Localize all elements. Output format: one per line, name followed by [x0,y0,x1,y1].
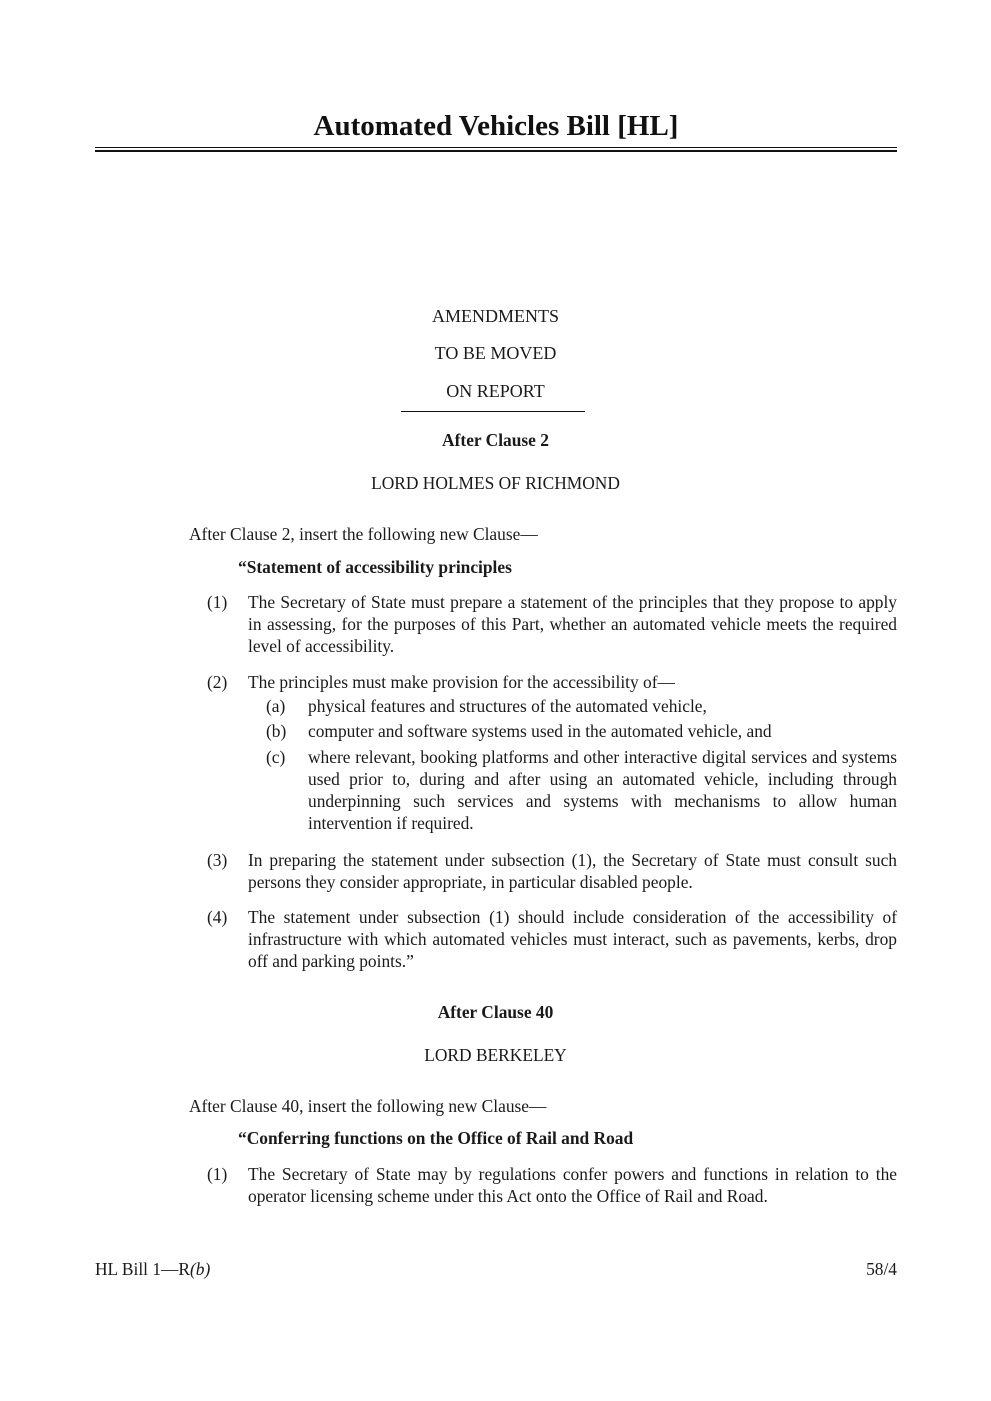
subsection-text: The statement under subsection (1) should include consideration of the accessibility of infrastructure with which automated vehicles must interact, such as pavements, kerbs, drop off and parking points.” [248,907,897,971]
subsection-text: The Secretary of State must prepare a statement of the principles that they propose to apply in assessing, for the purposes of this Part, whether an automated vehicle meets the required level of accessibility. [248,592,897,656]
title-rule-thin [95,147,897,148]
bill-reference-suffix: (b) [190,1259,211,1279]
paragraph-text: physical features and structures of the automated vehicle, [308,696,707,716]
heading-line-to-be-moved: TO BE MOVED [434,343,557,363]
bill-title: Automated Vehicles Bill [HL] [313,110,679,142]
subsection-number: (2) [207,672,228,692]
member-name: LORD BERKELEY [424,1045,567,1065]
subsection-text: The Secretary of State may by regulations confer powers and functions in relation to the operator licensing scheme under this Act onto the Office of Rail and Road. [248,1164,897,1206]
paragraph-number: (b) [266,721,287,741]
bill-reference [95,1258,210,1280]
heading-rule [401,411,585,412]
after-clause-heading: After Clause 2 [442,430,549,450]
paragraph-text: where relevant, booking platforms and other interactive digital services and systems used prior to, during and after using an automated vehicle, including through underpinning such services and systems with mechanisms to allow human intervention if required. [308,747,897,833]
title-rule-thick [95,150,897,152]
new-clause-title: “Conferring functions on the Office of Rail and Road [238,1128,634,1148]
subsection-number: (4) [207,907,228,927]
heading-line-on-report: ON REPORT [446,381,545,401]
member-name: LORD HOLMES OF RICHMOND [371,473,620,493]
subsection-number: (1) [207,1164,228,1184]
paragraph-number: (a) [266,696,286,716]
subsection-text: The principles must make provision for the accessibility of— [248,672,675,692]
paragraph-text: computer and software systems used in the automated vehicle, and [308,721,772,741]
bill-reference-prefix: HL Bill 1—R [95,1259,191,1279]
after-clause-heading: After Clause 40 [437,1002,554,1022]
amendment-intro: After Clause 40, insert the following new Clause— [189,1096,547,1116]
subsection-number: (3) [207,850,228,870]
paragraph-number: (c) [266,747,286,767]
page-reference: 58/4 [866,1259,897,1279]
subsection-text: In preparing the statement under subsection (1), the Secretary of State must consult such persons they consider appropriate, in particular disabled people. [248,850,897,892]
heading-line-amendments: AMENDMENTS [431,306,559,326]
new-clause-title: “Statement of accessibility principles [238,557,512,577]
amendment-intro: After Clause 2, insert the following new Clause— [189,524,538,544]
subsection-number: (1) [207,592,228,612]
